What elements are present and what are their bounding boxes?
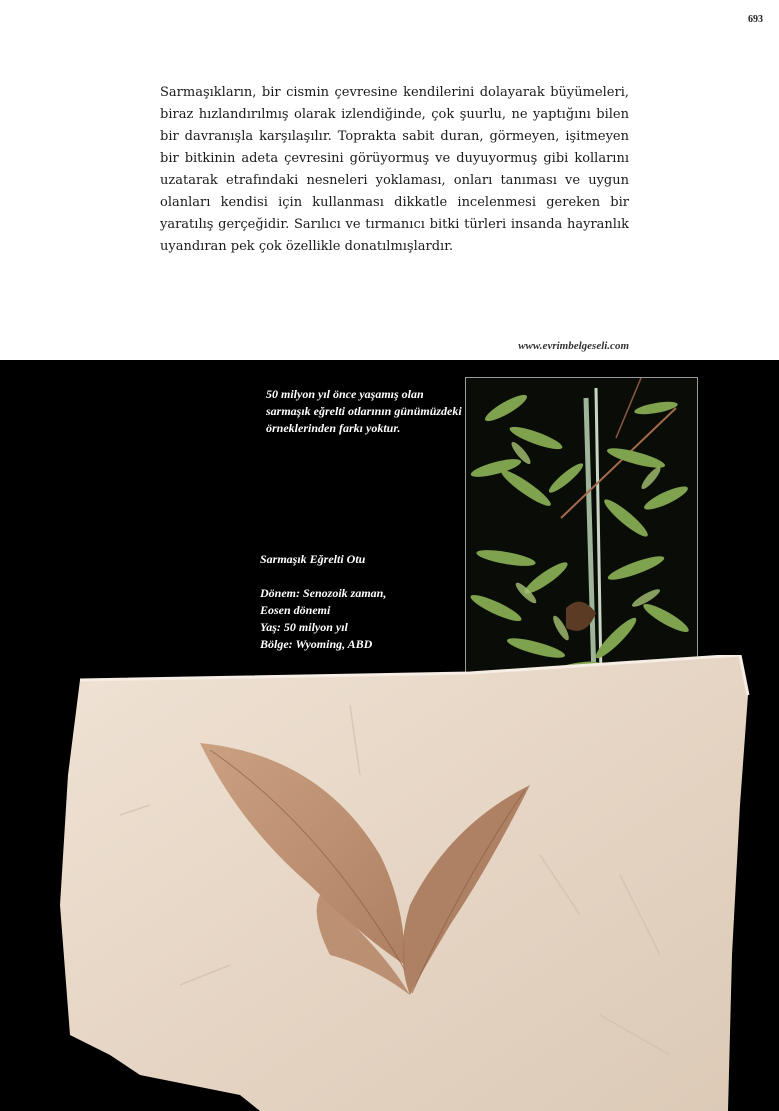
living-fern-photo bbox=[465, 377, 698, 687]
photo-caption: 50 milyon yıl önce yaşamış olan sarmaşık eğrelti otlarının günümüzdeki örneklerinden farkı yoktur. bbox=[266, 387, 462, 435]
specimen-period: Eosen dönemi bbox=[260, 603, 331, 617]
specimen-info bbox=[260, 551, 460, 653]
specimen-age: Yaş: 50 milyon yıl bbox=[260, 620, 348, 634]
page-number: 693 bbox=[748, 14, 763, 25]
website-credit: www.evrimbelgeseli.com bbox=[518, 340, 629, 352]
article-paragraph: Sarmaşıkların, bir cismin çevresine kendilerini dolayarak büyümeleri, biraz hızlandırılmış olarak izlendiğinde, çok şuurlu, ne yaptığını bilen bir davranışla karşılaşılır. Toprakta sabit duran, görmeyen, işitmeyen bir bitkinin adeta çevresini görüyormuş ve duyuyormuş gibi kollarını uzatarak etrafındaki nesneleri yoklaması, onları tanıması ve uygun olanları kendisi için kullanması dikkatle incelenmesi gereken bir yaratılış gerçeğidir. Sarılıcı ve tırmanıcı bitki türleri insanda hayranlık uyandıran pek çok özellikle donatılmışlardır. bbox=[160, 85, 629, 254]
article-body bbox=[160, 82, 629, 258]
fern-fossil-photo bbox=[60, 655, 750, 1111]
specimen-name: Sarmaşık Eğrelti Otu bbox=[260, 552, 366, 566]
specimen-era: Dönem: Senozoik zaman, bbox=[260, 586, 387, 600]
specimen-region: Bölge: Wyoming, ABD bbox=[260, 637, 373, 651]
